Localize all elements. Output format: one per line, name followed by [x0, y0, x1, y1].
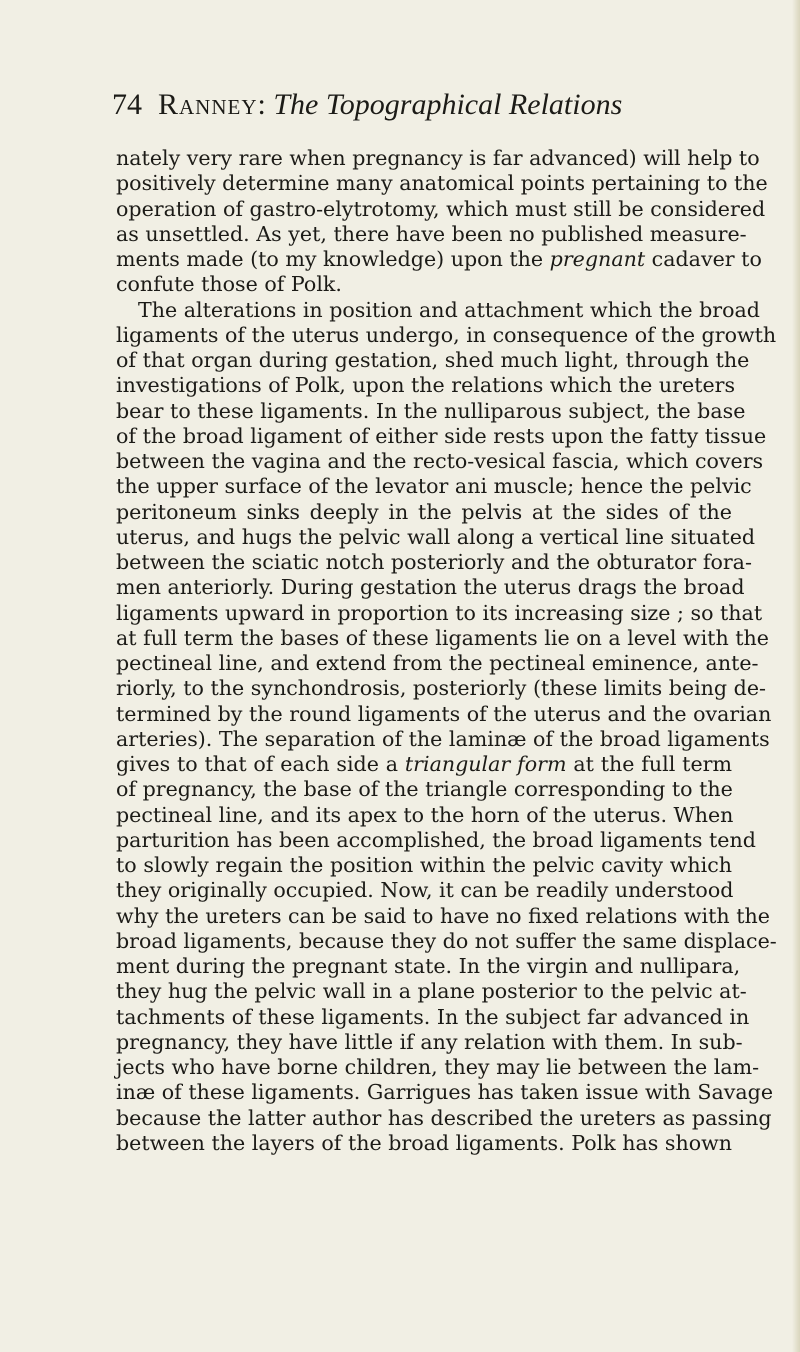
- text-line: the upper surface of the levator ani muscle; hence the pelvic: [116, 474, 752, 499]
- text-line: pectineal line, and its apex to the horn of the uterus. When: [116, 802, 734, 827]
- running-header: [112, 83, 730, 127]
- text-line: nately very rare when pregnancy is far advanced) will help to: [116, 146, 760, 170]
- text-line: pregnancy, they have little if any relation with them. In sub-: [116, 1029, 743, 1054]
- text-line: operation of gastro-elytrotomy, which must still be considered: [116, 196, 766, 221]
- text-line: [116, 247, 762, 272]
- paragraph-end-line: confute those of Polk.: [116, 272, 342, 297]
- text-line: tachments of these ligaments. In the subject far advanced in: [116, 1004, 750, 1029]
- text-line: positively determine many anatomical points pertaining to the: [116, 171, 768, 196]
- text-line: they originally occupied. Now, it can be readily understood: [116, 878, 734, 903]
- text-line: to slowly regain the position within the pelvic cavity which: [116, 853, 732, 877]
- italic-emphasis: pregnant: [549, 247, 646, 271]
- page-number: 74: [112, 88, 142, 121]
- text-line: ligaments of the uterus undergo, in consequence of the growth: [116, 322, 777, 347]
- text-line: of the broad ligament of either side rests upon the fatty tissue: [116, 423, 767, 448]
- running-head-separator: :: [257, 88, 274, 121]
- text-segment: cadaver to: [645, 247, 762, 271]
- text-line: jects who have borne children, they may lie between the lam-: [116, 1055, 760, 1079]
- text-segment: ments made (to my knowledge) upon the: [116, 247, 550, 271]
- text-line: peritoneum sinks deeply in the pelvis at the sides of the: [116, 499, 732, 524]
- running-head-title: The Topographical Relations: [273, 88, 623, 121]
- text-line: at full term the bases of these ligaments lie on a level with the: [116, 625, 769, 650]
- text-segment: gives to that of each side a: [116, 752, 405, 776]
- text-segment: at the full term: [566, 752, 733, 776]
- text-line: ligaments upward in proportion to its increasing size ; so that: [116, 600, 763, 625]
- text-line: inæ of these ligaments. Garrigues has taken issue with Savage: [116, 1080, 774, 1105]
- text-line: investigations of Polk, upon the relations which the ureters: [116, 373, 736, 398]
- text-line: they hug the pelvic wall in a plane posterior to the pelvic at-: [116, 979, 747, 1004]
- text-line: between the vagina and the recto-vesical fascia, which covers: [116, 449, 764, 473]
- text-line: uterus, and hugs the pelvic wall along a vertical line situated: [116, 524, 756, 549]
- text-line: of pregnancy, the base of the triangle corresponding to the: [116, 777, 733, 802]
- text-line: broad ligaments, because they do not suffer the same displace-: [116, 928, 777, 953]
- text-line: riorly, to the synchondrosis, posteriorly (these limits being de-: [116, 676, 766, 701]
- running-head-author: Ranney: [158, 88, 258, 121]
- text-line: as unsettled. As yet, there have been no published measure-: [116, 221, 747, 246]
- text-line: arteries). The separation of the laminæ of the broad ligaments: [116, 726, 770, 751]
- text-line: ment during the pregnant state. In the virgin and nullipara,: [116, 954, 741, 978]
- text-line: pectineal line, and extend from the pectineal eminence, ante-: [116, 651, 759, 675]
- text-line: [116, 752, 732, 777]
- text-line: termined by the round ligaments of the uterus and the ovarian: [116, 701, 772, 726]
- italic-emphasis: triangular form: [404, 752, 567, 776]
- page-edge-shadow: [792, 0, 800, 1352]
- text-line: because the latter author has described the ureters as passing: [116, 1105, 772, 1130]
- text-line: bear to these ligaments. In the nulliparous subject, the base: [116, 398, 746, 423]
- text-line: between the layers of the broad ligaments. Polk has shown: [116, 1130, 733, 1155]
- text-line: men anteriorly. During gestation the uterus drags the broad: [116, 575, 745, 600]
- text-line: between the sciatic notch posteriorly and the obturator fora-: [116, 550, 752, 574]
- body-text: [116, 146, 777, 1156]
- text-line: parturition has been accomplished, the broad ligaments tend: [116, 827, 756, 852]
- running-head: [158, 83, 622, 127]
- text-line: of that organ during gestation, shed much light, through the: [116, 348, 750, 372]
- text-line: why the ureters can be said to have no fixed relations with the: [116, 903, 770, 928]
- paragraph-first-line: The alterations in position and attachment which the broad: [138, 297, 760, 322]
